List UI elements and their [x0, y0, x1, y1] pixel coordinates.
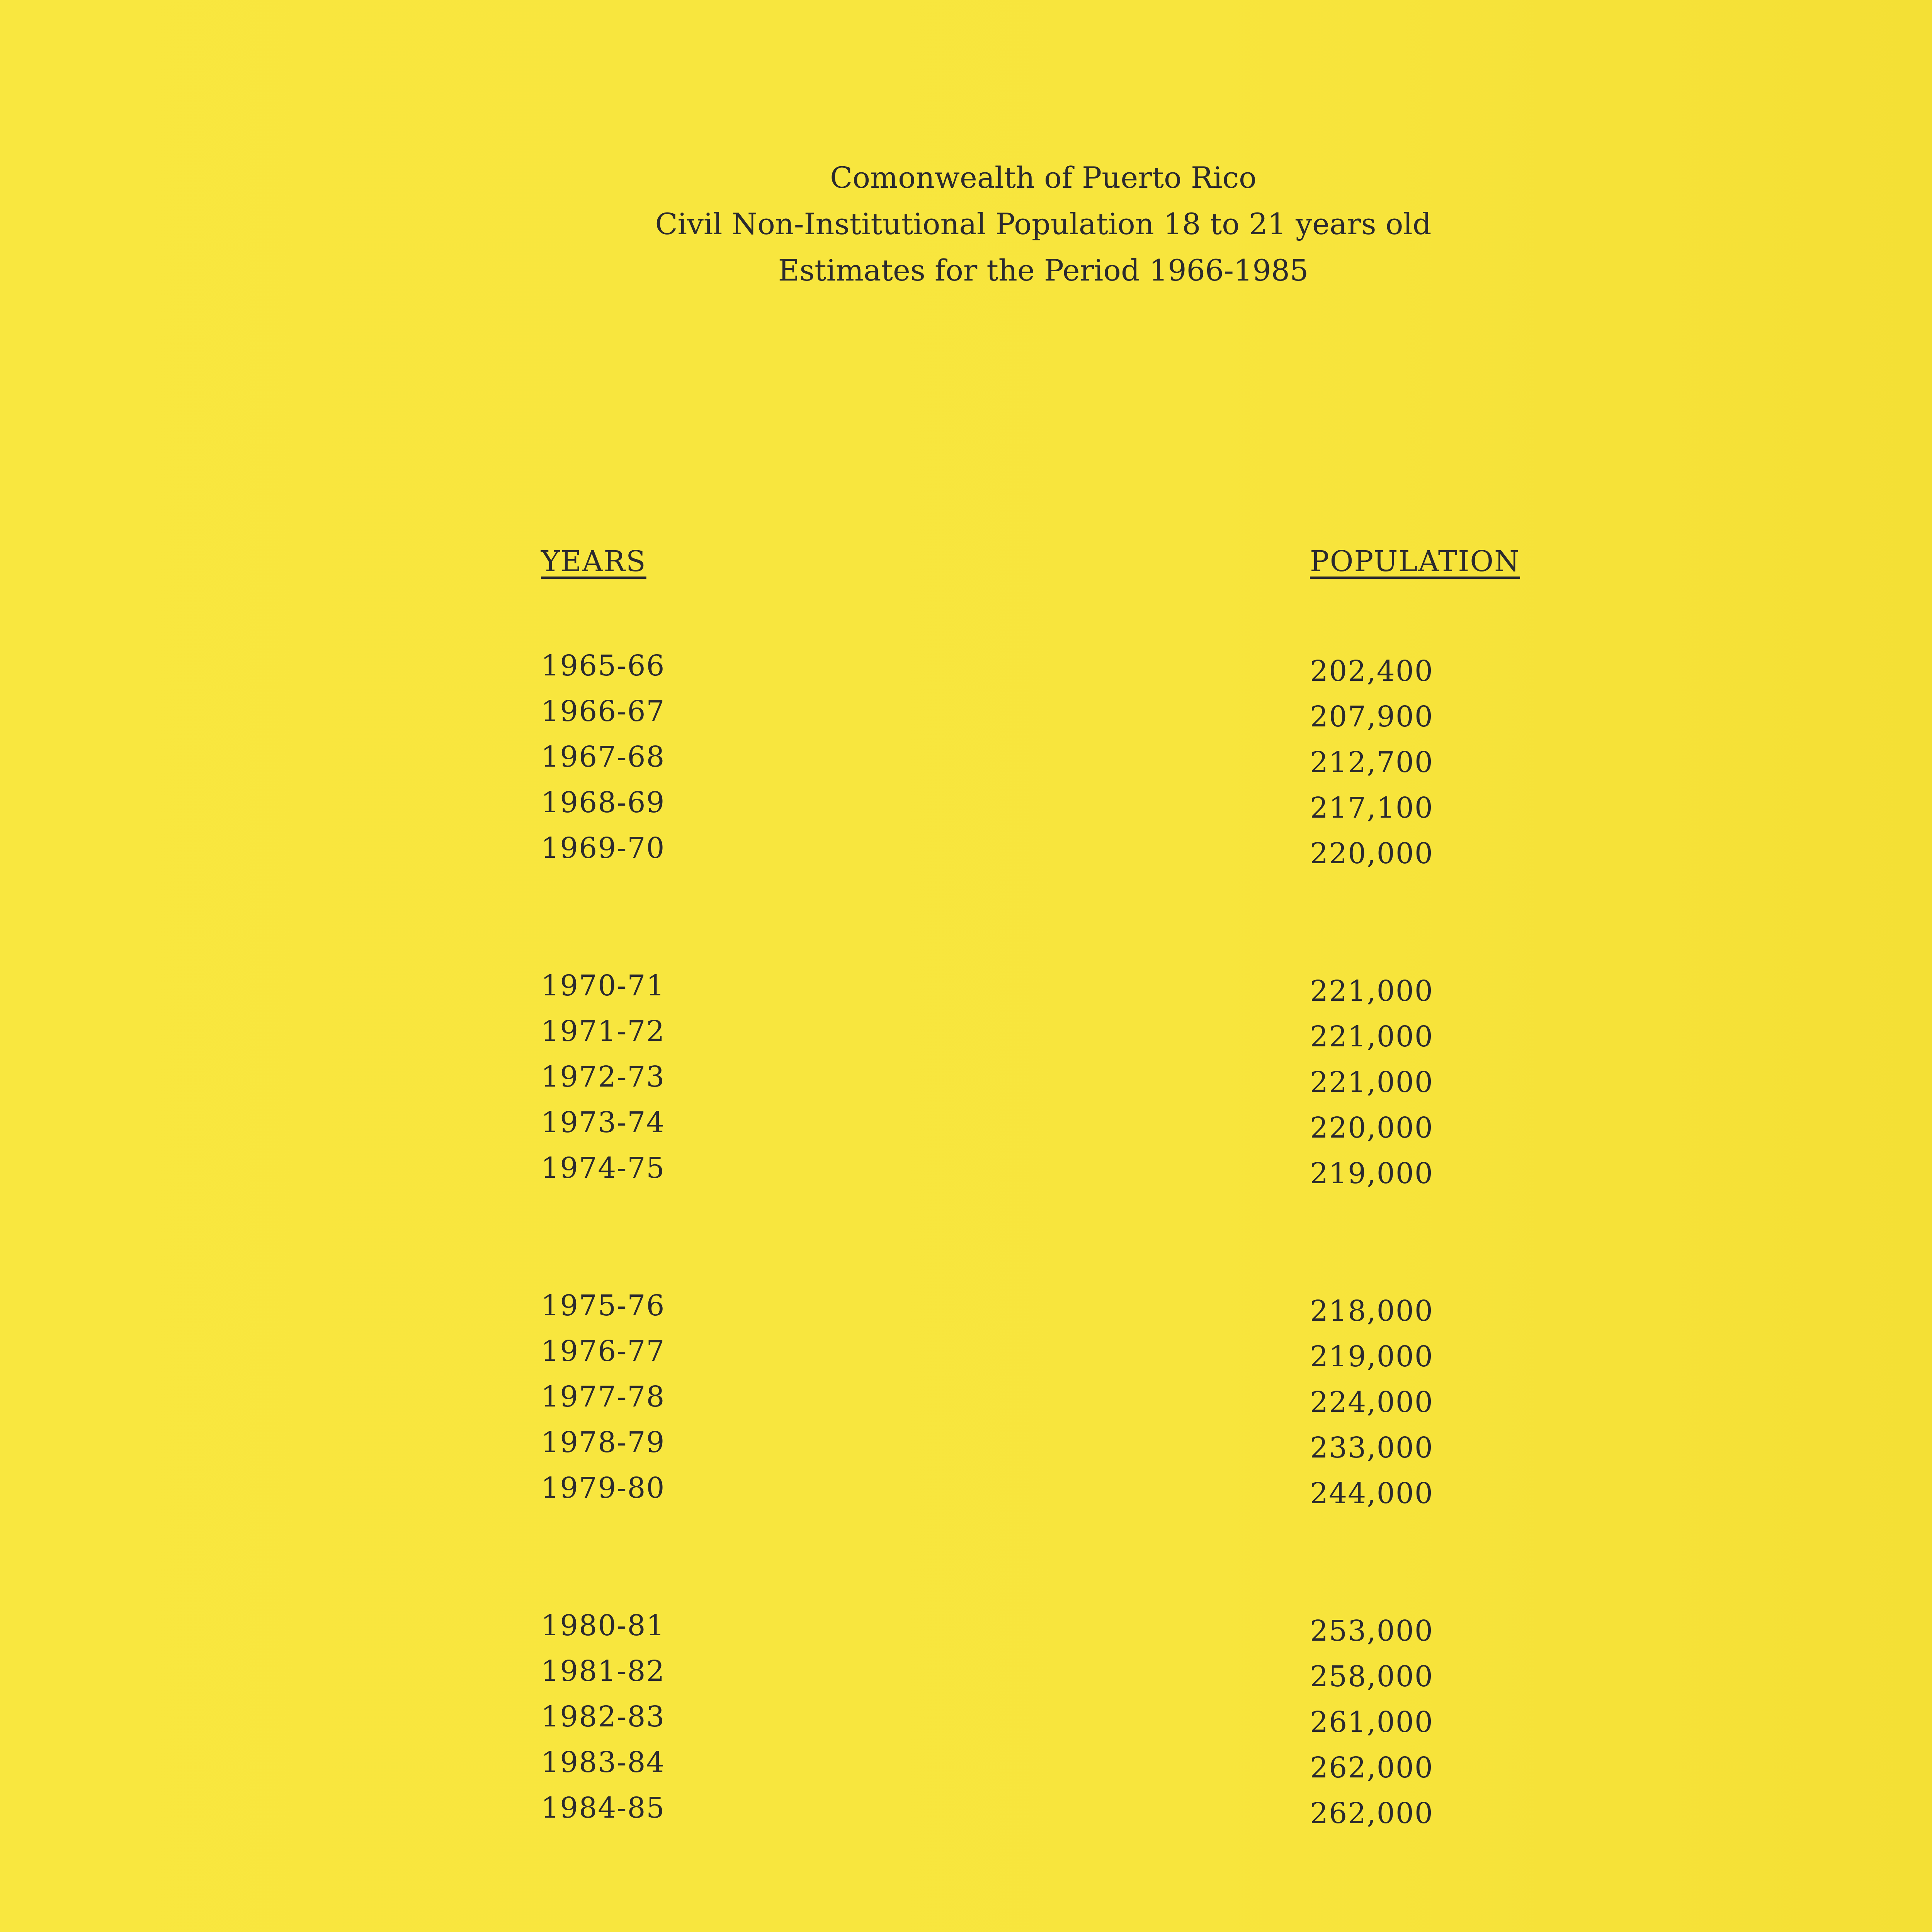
table-row: [0, 1151, 1932, 1197]
table-row: [0, 1106, 1932, 1151]
population-cell: 212,700: [1310, 746, 1434, 779]
population-cell: 261,000: [1310, 1706, 1434, 1739]
population-cell: 224,000: [1310, 1386, 1434, 1419]
table-row: [0, 1609, 1932, 1655]
year-cell: 1981-82: [541, 1655, 665, 1688]
year-cell: 1979-80: [541, 1471, 665, 1505]
table-row: [0, 1655, 1932, 1700]
year-cell: 1973-74: [541, 1106, 665, 1139]
population-table: [0, 649, 1932, 1837]
year-cell: 1977-78: [541, 1380, 665, 1413]
table-row: [0, 1791, 1932, 1837]
population-cell: 220,000: [1310, 1111, 1434, 1145]
population-column-header: POPULATION: [1310, 545, 1520, 578]
population-cell: 262,000: [1310, 1751, 1434, 1784]
table-row: [0, 1700, 1932, 1746]
table-row: [0, 1060, 1932, 1106]
year-cell: 1976-77: [541, 1335, 665, 1368]
table-row: [0, 740, 1932, 786]
year-cell: 1975-76: [541, 1289, 665, 1322]
population-cell: 219,000: [1310, 1340, 1434, 1373]
year-cell: 1970-71: [541, 969, 665, 1002]
table-row: [0, 649, 1932, 695]
year-cell: 1982-83: [541, 1700, 665, 1733]
year-cell: 1980-81: [541, 1609, 665, 1642]
population-cell: 233,000: [1310, 1431, 1434, 1464]
population-cell: 220,000: [1310, 837, 1434, 870]
table-row: [0, 1471, 1932, 1517]
title-block: [464, 155, 1623, 294]
group-spacer: [0, 877, 1932, 969]
year-cell: 1983-84: [541, 1746, 665, 1779]
years-column-header: YEARS: [541, 545, 646, 578]
table-row: [0, 969, 1932, 1015]
table-row: [0, 1015, 1932, 1060]
year-cell: 1984-85: [541, 1791, 665, 1825]
population-cell: 258,000: [1310, 1660, 1434, 1693]
population-cell: 202,400: [1310, 655, 1434, 688]
population-cell: 221,000: [1310, 975, 1434, 1008]
population-cell: 221,000: [1310, 1066, 1434, 1099]
table-row: [0, 1426, 1932, 1471]
year-cell: 1969-70: [541, 832, 665, 865]
year-cell: 1965-66: [541, 649, 665, 682]
year-cell: 1967-68: [541, 740, 665, 774]
group-spacer: [0, 1197, 1932, 1289]
population-cell: 207,900: [1310, 700, 1434, 733]
year-cell: 1971-72: [541, 1015, 665, 1048]
year-cell: 1966-67: [541, 695, 665, 728]
title-line-3: Estimates for the Period 1966-1985: [778, 253, 1309, 287]
group-spacer: [0, 1517, 1932, 1609]
population-cell: 262,000: [1310, 1797, 1434, 1830]
table-row: [0, 1289, 1932, 1335]
population-cell: 253,000: [1310, 1614, 1434, 1648]
table-row: [0, 695, 1932, 740]
year-cell: 1974-75: [541, 1151, 665, 1185]
table-row: [0, 786, 1932, 832]
table-row: [0, 832, 1932, 877]
title-line-1: Comonwealth of Puerto Rico: [830, 160, 1257, 195]
year-cell: 1972-73: [541, 1060, 665, 1094]
population-cell: 219,000: [1310, 1157, 1434, 1190]
population-cell: 244,000: [1310, 1477, 1434, 1510]
year-cell: 1968-69: [541, 786, 665, 819]
population-cell: 221,000: [1310, 1020, 1434, 1053]
population-cell: 217,100: [1310, 791, 1434, 825]
table-row: [0, 1746, 1932, 1791]
table-row: [0, 1380, 1932, 1426]
population-cell: 218,000: [1310, 1294, 1434, 1328]
year-cell: 1978-79: [541, 1426, 665, 1459]
title-line-2: Civil Non-Institutional Population 18 to 21 years old: [655, 207, 1432, 241]
table-row: [0, 1335, 1932, 1380]
